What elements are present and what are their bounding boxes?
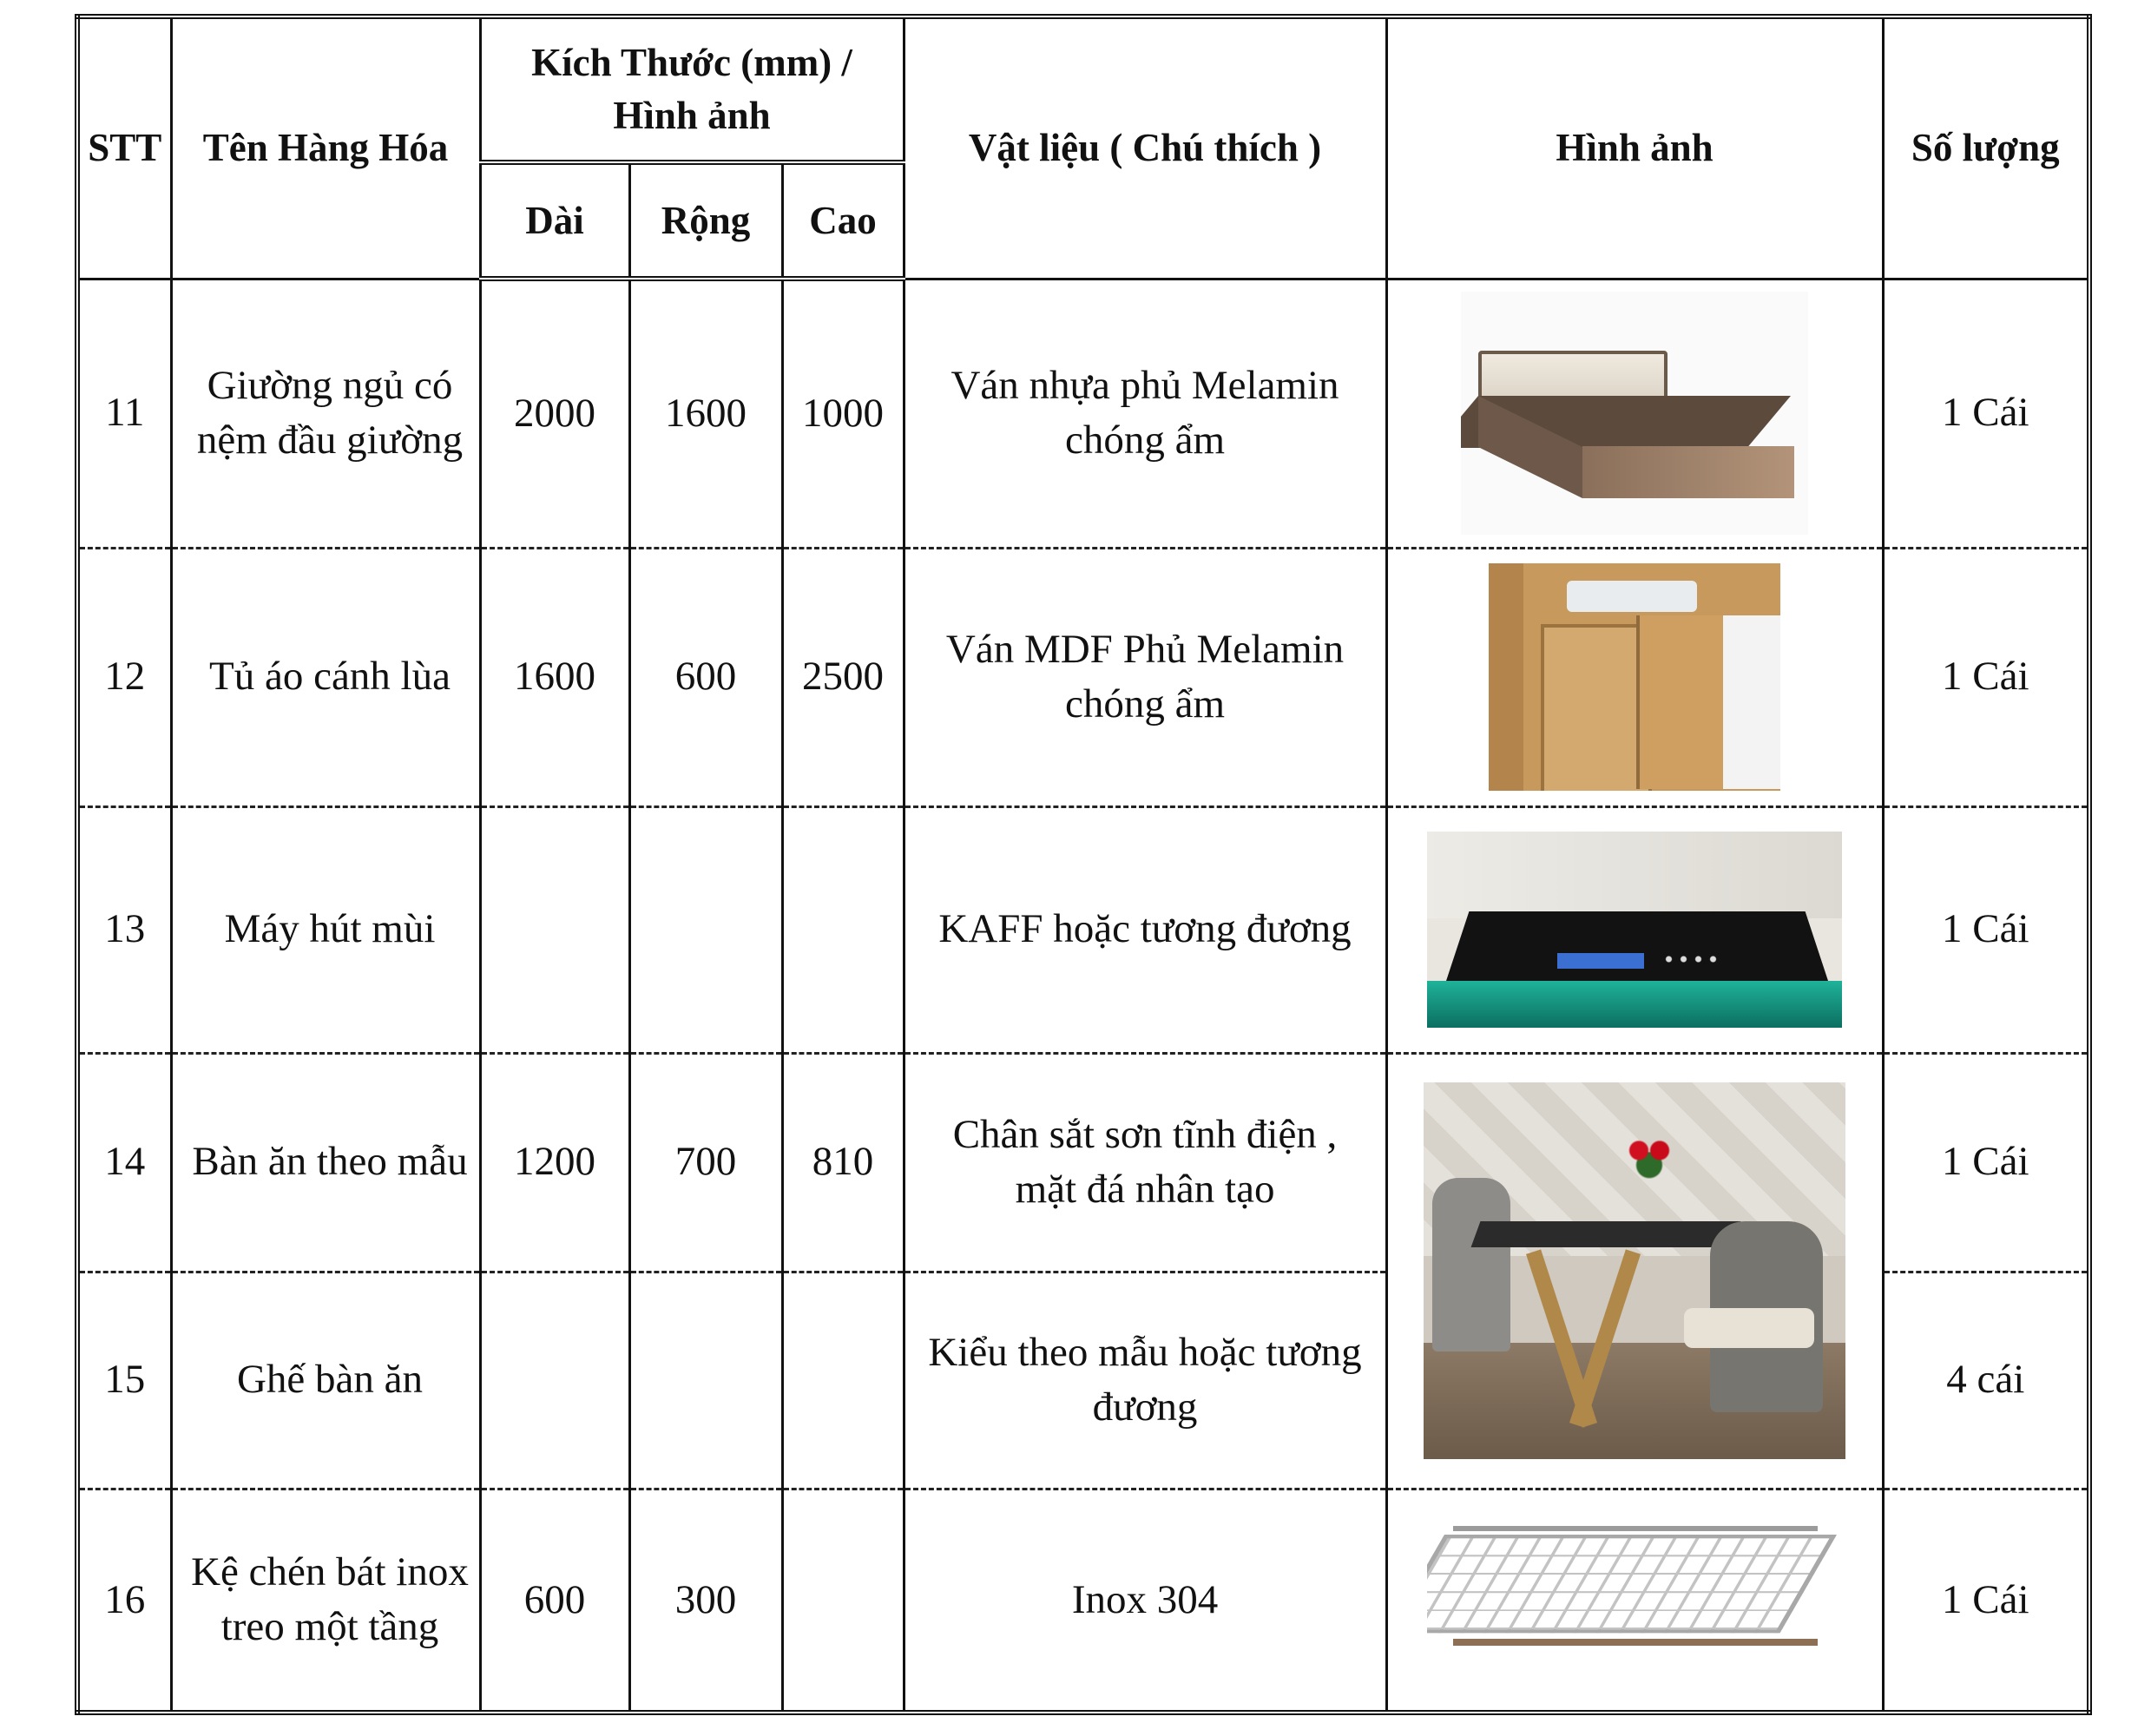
row-qty: 4 cái [1883,1272,2089,1489]
row-rong: 600 [629,548,782,806]
header-image: Hình ảnh [1386,16,1883,279]
bed-photo [1461,292,1808,535]
row-dai [480,806,629,1053]
row-image-cell [1386,806,1883,1053]
row-material: KAFF hoặc tương đương [904,806,1386,1053]
row-material: Ván nhựa phủ Melamin chóng ẩm [904,279,1386,548]
row-cao: 810 [782,1053,904,1272]
row-dai: 600 [480,1489,629,1713]
row-material: Kiểu theo mẫu hoặc tương đương [904,1272,1386,1489]
header-name: Tên Hàng Hóa [171,16,480,279]
row-rong: 700 [629,1053,782,1272]
row-rong: 300 [629,1489,782,1713]
table-row [77,1053,2089,1272]
row-stt: 16 [77,1489,171,1713]
row-image-cell [1386,279,1883,548]
row-qty: 1 Cái [1883,1489,2089,1713]
row-dai: 1600 [480,548,629,806]
row-rong: 1600 [629,279,782,548]
dining-set-photo [1424,1082,1845,1459]
row-stt: 12 [77,548,171,806]
table-row [77,548,2089,806]
row-rong [629,1272,782,1489]
header-dai: Dài [480,162,629,279]
row-image-cell [1386,548,1883,806]
row-name: Bàn ăn theo mẫu [171,1053,480,1272]
row-material: Chân sắt sơn tĩnh điện , mặt đá nhân tạo [904,1053,1386,1272]
row-name: Ghế bàn ăn [171,1272,480,1489]
furniture-spec-sheet [75,14,2087,1715]
header-size-group: Kích Thước (mm) / Hình ảnh [480,16,904,162]
header-cao: Cao [782,162,904,279]
row-image-cell [1386,1489,1883,1713]
row-qty: 1 Cái [1883,1053,2089,1272]
range-hood-photo [1427,832,1842,1028]
row-qty: 1 Cái [1883,548,2089,806]
row-stt: 15 [77,1272,171,1489]
table-row [77,1489,2089,1713]
header-stt: STT [77,16,171,279]
row-cao: 1000 [782,279,904,548]
header-material: Vật liệu ( Chú thích ) [904,16,1386,279]
row-material: Ván MDF Phủ Melamin chóng ẩm [904,548,1386,806]
row-stt: 13 [77,806,171,1053]
row-cao [782,1272,904,1489]
header-qty: Số lượng [1883,16,2089,279]
row-name: Giường ngủ có nệm đầu giường [171,279,480,548]
row-stt: 14 [77,1053,171,1272]
row-qty: 1 Cái [1883,806,2089,1053]
row-rong [629,806,782,1053]
header-rong: Rộng [629,162,782,279]
row-dai: 1200 [480,1053,629,1272]
row-name: Kệ chén bát inox treo một tầng [171,1489,480,1713]
spec-table [75,14,2092,1715]
row-name: Tủ áo cánh lùa [171,548,480,806]
row-cao: 2500 [782,548,904,806]
row-cao [782,1489,904,1713]
row-name: Máy hút mùi [171,806,480,1053]
table-row [77,806,2089,1053]
row-image-cell [1386,1053,1883,1489]
row-dai: 2000 [480,279,629,548]
wardrobe-photo [1489,563,1780,791]
row-cao [782,806,904,1053]
row-dai [480,1272,629,1489]
row-qty: 1 Cái [1883,279,2089,548]
row-material: Inox 304 [904,1489,1386,1713]
dish-rack-photo [1427,1500,1842,1700]
table-row [77,279,2089,548]
row-stt: 11 [77,279,171,548]
